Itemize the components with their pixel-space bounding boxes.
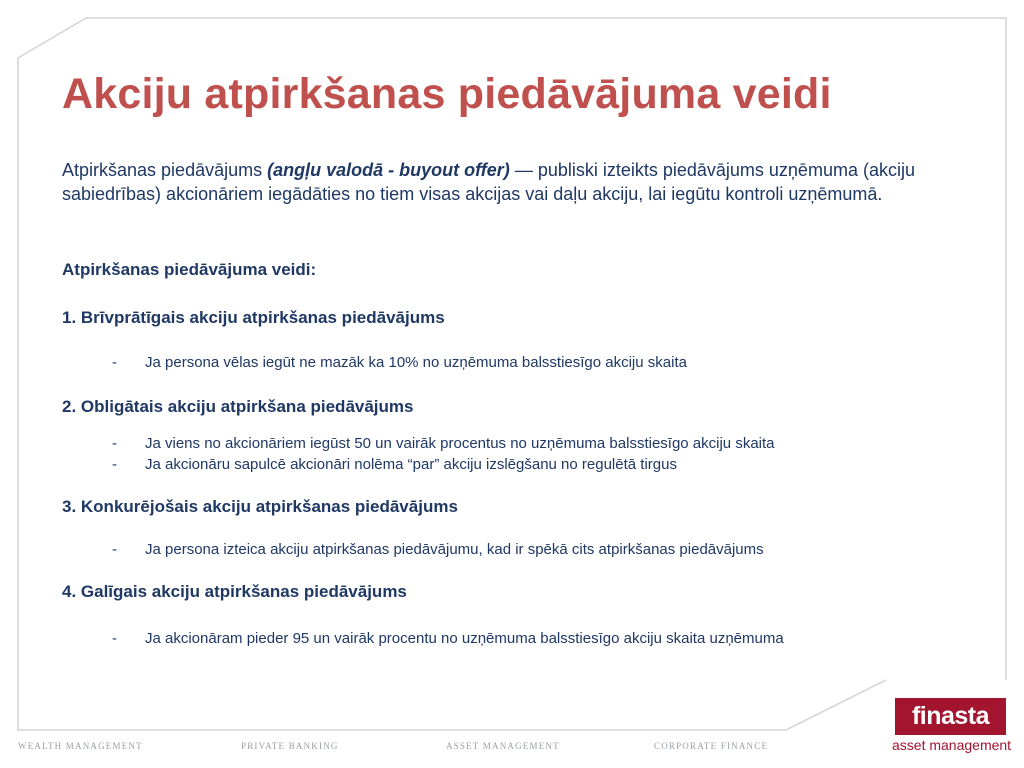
list-item [112,354,687,371]
bullet-marker: - [112,456,117,473]
list-item [112,630,784,647]
bullet-text: Ja viens no akcionāriem iegūst 50 un vairāk procentus no uzņēmuma balsstiesīgo akciju skaita [145,435,775,452]
list-item [112,456,677,473]
intro-parenthetical: (angļu valodā - buyout offer) [267,160,510,180]
bullet-marker: - [112,541,117,558]
intro-block [62,158,972,206]
types-heading: Atpirkšanas piedāvājuma veidi: [62,260,317,279]
intro-definition: — publiski izteikts piedāvājums uzņēmuma (akciju sabiedrības) akcionāriem iegādāties no tiem visas akcijas vai daļu akciju, lai iegūtu kontroli uzņēmumā. [62,160,915,204]
bullet-text: Ja akcionāram pieder 95 un vairāk procentu no uzņēmuma balsstiesīgo akciju skaita uzņēmuma [145,630,784,647]
footer-label-asset-management: ASSET MANAGEMENT [446,741,560,751]
bullet-text: Ja persona vēlas iegūt ne mazāk ka 10% no uzņēmuma balsstiesīgo akciju skaita [145,354,687,371]
type-heading-1: 1. Brīvprātīgais akciju atpirkšanas piedāvājums [62,308,445,327]
bullet-text: Ja akcionāru sapulcē akcionāri nolēma “par” akciju izslēgšanu no regulētā tirgus [145,456,677,473]
list-item [112,541,764,558]
type-heading-2: 2. Obligātais akciju atpirkšana piedāvājums [62,397,414,416]
footer-label-wealth-management: WEALTH MANAGEMENT [18,741,143,751]
bullet-marker: - [112,435,117,452]
intro-paragraph [62,158,972,206]
page-title: Akciju atpirkšanas piedāvājuma veidi [62,70,832,118]
logo-tagline: asset management [892,737,1012,753]
list-item [112,435,775,452]
bullet-marker: - [112,354,117,371]
type-heading-4: 4. Galīgais akciju atpirkšanas piedāvājums [62,582,407,601]
finasta-logo [895,698,1006,735]
type-heading-3: 3. Konkurējošais akciju atpirkšanas piedāvājums [62,497,458,516]
intro-term: Atpirkšanas piedāvājums [62,160,263,180]
logo-wordmark: finasta [911,702,990,730]
bullet-text: Ja persona izteica akciju atpirkšanas piedāvājumu, kad ir spēkā cits atpirkšanas piedāvājums [145,541,764,558]
footer-label-corporate-finance: CORPORATE FINANCE [654,741,769,751]
bullet-marker: - [112,630,117,647]
footer-label-private-banking: PRIVATE BANKING [241,741,339,751]
